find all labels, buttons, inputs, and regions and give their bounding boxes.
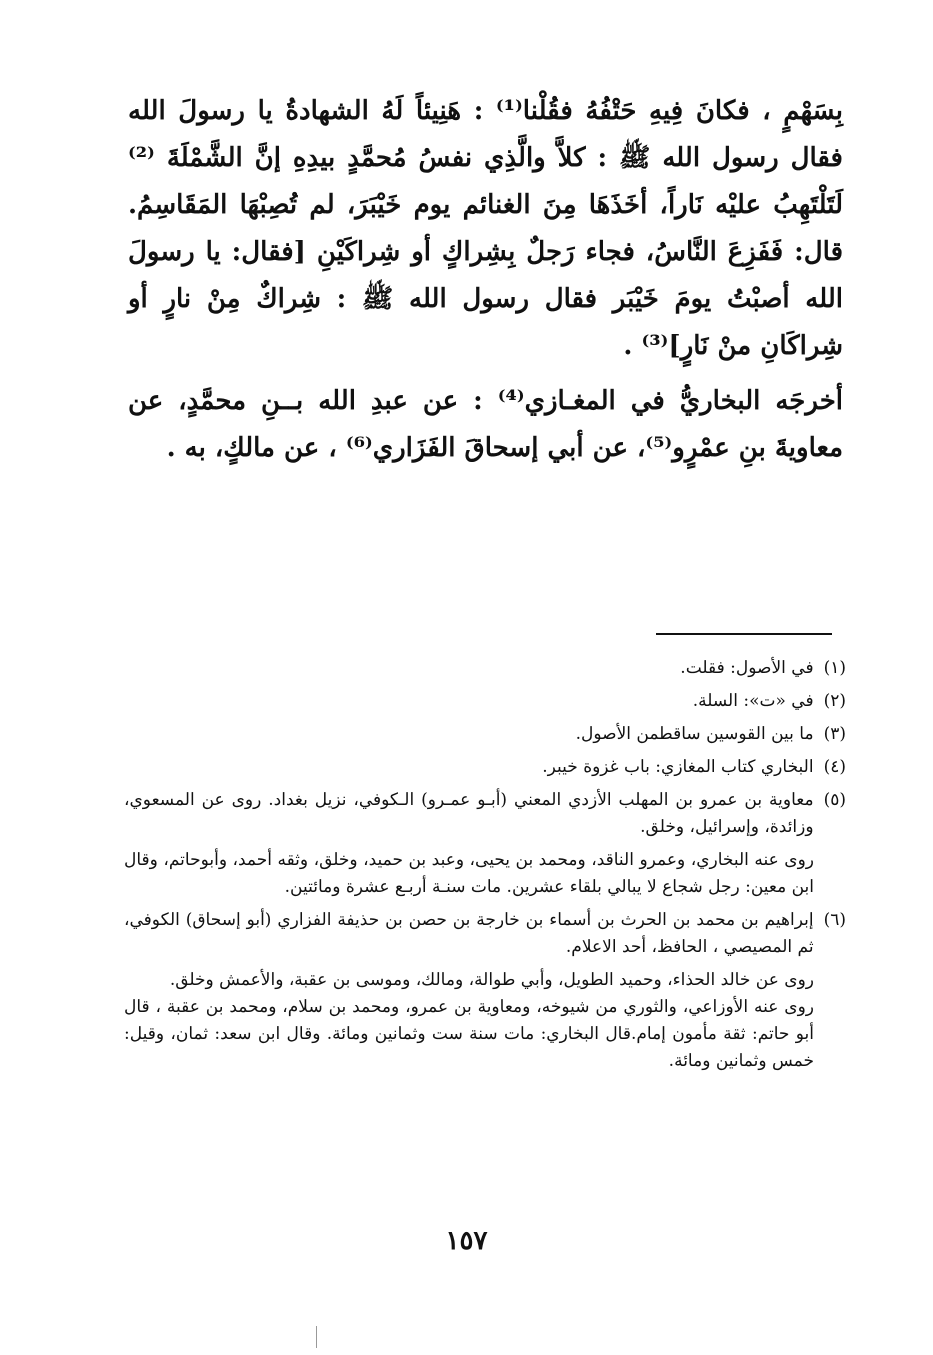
footnote-3 <box>124 721 846 748</box>
footnote-6 <box>124 907 846 961</box>
footnote-4 <box>124 754 846 781</box>
footnote-number: (٤) <box>823 757 846 777</box>
main-paragraph-takhrij: أخرجَه البخاريُّ في المغـازي⁽⁴⁾ : عن عبدِ الله بــنِ محمَّدٍ، عن معاويةَ بنِ عمْرٍو⁽⁵⁾، عن أبي إسحاقَ الفَزَاري⁽⁶⁾ ، عن مالكٍ، به . <box>128 386 844 463</box>
footnote-text: في «ت»: السلة. <box>692 691 814 711</box>
footnote-text: في الأصول: فقلت. <box>680 658 814 678</box>
footnote-number: (٣) <box>823 724 846 744</box>
footnote-number: (٦) <box>823 910 846 930</box>
footnote-number: (١) <box>823 658 846 678</box>
page-number: ١٥٧ <box>445 1226 488 1256</box>
footnote-1 <box>124 655 846 682</box>
footnote-5-narrators: روى عنه البخاري، وعمرو الناقد، ومحمد بن يحيى، وعبد بن حميد، وخلق، وثقه أحمد، وأبوحاتم، وقال ابن معين: رجل شجاع لا يبالي بلقاء عشرين. مات سنـة أربـع عشرة ومائتين. <box>124 850 814 897</box>
footnote-6-teachers: روى عن خالد الحذاء، وحميد الطويل، وأبي طوالة، ومالك، وموسى بن عقبة، والأعمش وخلق. <box>169 970 814 990</box>
scan-binding-mark <box>316 1326 317 1348</box>
footnote-2 <box>124 688 846 715</box>
footnote-separator <box>656 633 832 635</box>
footnotes <box>124 655 846 1075</box>
footnote-text: ما بين القوسين ساقطمن الأصول. <box>575 724 814 744</box>
footnote-text: معاوية بن عمرو بن المهلب الأزدي المعني (أبـو عمـرو) الـكوفي، نزيل بغداد. روى عن المسعوي، وزائدة، وإسرائيل، وخلق. <box>124 790 814 837</box>
footnote-5 <box>124 787 846 841</box>
footnote-6-students: روى عنه الأوزاعي، والثوري من شيوخه، ومعاوية بن عمرو، ومحمد بن سلام، ومحمد بن عقبة ، قال أبو حاتم: ثقة مأمون إمام.قال البخاري: مات سنة ست وثمانين ومائة. وقال ابن سعد: ثمان، وقيل: خمس وثمانين ومائة. <box>124 997 814 1071</box>
footnote-number: (٥) <box>823 790 846 810</box>
main-paragraph-hadith: بِسَهْمٍ ، فكانَ فِيهِ حَتْفُهُ فقُلْنا⁽¹⁾ : هَنِيئاً لَهُ الشهادةُ يا رسولَ الله فقال رسول الله ﷺ : كلاَّ والَّذِي نفسُ مُحمَّدٍ بيدِهِ إنَّ الشَّمْلَةَ ⁽²⁾ لَتَلْتَهِبُ عليْه نَاراً، أخَذَهَا مِنَ الغنائم يوم خَيْبَرَ، لم تُصِبْهَا المَقَاسِمُ. قال: فَفَزِعَ النَّاسُ، فجاء رَجلٌ بِشِراكٍ أو شِراكَيْنِ [فقال: يا رسولَ الله أصبْتُ يومَ خَيْبَر فقال رسول الله ﷺ : شِراكٌ مِنْ نارٍ أو شِراكَانِ منْ نَارٍ]⁽³⁾ . <box>128 96 843 361</box>
footnote-text: إبراهيم بن محمد بن الحرث بن أسماء بن خارجة بن حصن بن حذيفة الفزاري (أبو إسحاق) الكوفي، ثم المصيصي ، الحافظ، أحد الاعلام. <box>124 910 814 957</box>
footnote-text: البخاري كتاب المغازي: باب غزوة خيبر. <box>542 757 814 777</box>
footnote-number: (٢) <box>823 691 846 711</box>
